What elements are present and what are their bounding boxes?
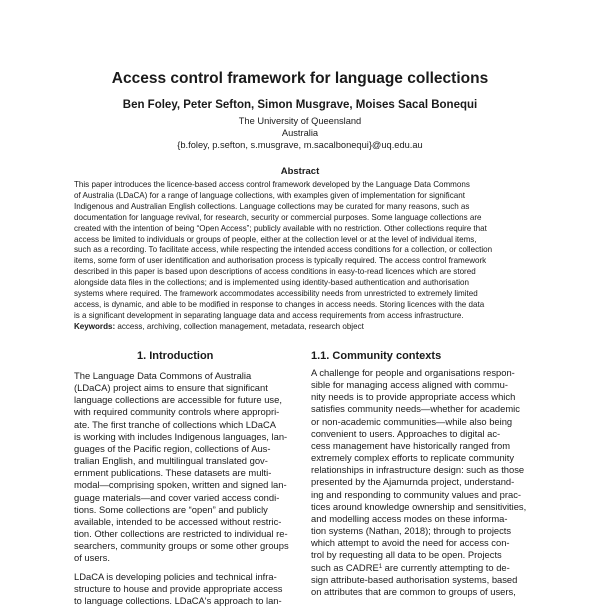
body-line-with-footnote [311,562,533,574]
body-line: with required community controls where appropri- [74,406,280,418]
body-line: or non-academic communities—while also being [311,415,513,427]
abstract-text [74,180,526,333]
body-line: trol by requesting all data to be open. Projects [311,549,502,561]
abstract-line: items, some form of user identification and authorisation process is typically required. The access control framework [74,256,487,266]
introduction-column [74,370,296,607]
body-line: which attempt to avoid the need for access con- [311,537,510,549]
body-line: modal—comprising spoken, written and signed lan- [74,479,287,491]
abstract-line: systems where required. The framework accommodates accessibility needs from unrestricted to extremely limited [74,289,478,299]
body-line: ernment publications. These datasets are multi- [74,467,272,479]
body-line: guage materials—and cover varied access condi- [74,491,280,503]
body-line: tralian English, and multilingual translated gov- [74,455,268,467]
body-line: (LDaCA) project aims to ensure that significant [74,382,268,394]
affiliation-country: Australia [281,128,319,138]
body-line: available, intended to be accessed without restric- [74,515,282,527]
abstract-line: access be limited to individuals or groups of people, either at the collection level or at the level of individual items, [74,234,477,244]
body-line: guages of the Pacific region, collections of Aus- [74,442,271,454]
body-line: sible for managing access aligned with commu- [311,379,508,391]
community-contexts-column [311,367,533,598]
body-line: tions. Some collections are “open” and publicly [74,503,268,515]
body-line: structure to house and provide appropriate access [74,582,283,594]
abstract-line: of Australia (LDaCA) for a range of language collections, with examples given of implementation for significant [74,190,465,200]
body-line: of users. [74,552,110,564]
keywords-label: Keywords: [74,321,116,331]
abstract-heading: Abstract [280,166,320,177]
body-line: relationships in infrastructure design: such as those [311,464,525,476]
abstract-line: documentation for language revival, for research, security or commercial purposes. Some language collections are [74,212,482,222]
body-line: tion. Other collections are restricted to individual re- [74,528,288,540]
author-emails: {b.foley, p.sefton, s.musgrave, m.sacalbonequi}@uq.edu.au [177,140,423,150]
abstract-line: alongside data files in the collections; and is implemented using identity-based authentication and authorisation [74,278,469,288]
body-line: sign attribute-based authorisation systems, based [311,573,518,585]
body-line: LDaCA is developing policies and technical infra- [74,570,277,582]
abstract-line: described in this paper is based upon descriptions of access conditions in easy-to-read licences which are stored [74,267,476,277]
abstract-line: This paper introduces the licence-based access control framework developed by the Language Data Commons [74,180,470,189]
body-line: language collections are accessible for future use, [74,394,282,406]
body-line: convenient to users. Approaches to digital ac- [311,427,501,439]
body-line: ate. The first tranche of collections which LDaCA [74,418,277,430]
body-line-end: are currently attempting to de- [382,561,510,573]
body-line: The Language Data Commons of Australia [74,370,252,381]
abstract-line: Indigenous and Australian English collections. Language collections may be curated for many reasons, such as [74,201,470,211]
body-line: searchers, community groups or some other groups [74,540,289,552]
body-line: to language collections. LDaCA's approach to lan- [74,594,282,606]
section-heading-introduction: 1. Introduction [137,350,214,362]
body-line: cess management have historically ranged from [311,439,511,451]
body-line-start: such as CADRE [311,561,379,573]
footnote-marker[interactable]: 1 [378,563,383,570]
keywords-text: access, archiving, collection management, metadata, research object [115,321,364,331]
body-line: ing and responding to community values and prac- [311,488,522,500]
body-line: is working with includes Indigenous languages, lan- [74,430,288,442]
body-line: presented by the Ajamurnda project, understand- [311,476,515,488]
section-heading-community-contexts: 1.1. Community contexts [311,350,442,362]
body-line: tices around knowledge ownership and sensitivities, [311,500,527,512]
abstract-line: access, is dynamic, and able to be modified in response to changes in access needs. Storing licences with the data [74,299,485,309]
abstract-line: such as a recording. To facilitate access, while respecting the intended access conditions for a collection, or collection [74,245,493,255]
body-line: nity needs is to provide appropriate access which [311,391,516,403]
abstract-line: is a significant development in separating language data and access requirements from access infrastructure. [74,310,464,320]
body-line: satisfies community needs—whether for academic [311,403,520,415]
body-line: on attributes that are common to groups of users, [311,585,516,597]
abstract-line: created with the intention of being “Open Access”; publicly available with no restriction. Other collections require that [74,223,487,233]
paper-title: Access control framework for language collections [111,70,489,87]
body-line: A challenge for people and organisations respon- [311,367,515,378]
body-line: tion systems (Nathan, 2018); through to projects [311,525,512,537]
keywords-line [74,322,526,333]
body-line: extremely complex efforts to replicate community [311,452,515,464]
affiliation-institution: The University of Queensland [238,116,362,126]
body-line: and modelling access modes on these informa- [311,512,508,524]
author-list: Ben Foley, Peter Sefton, Simon Musgrave, Moises Sacal Bonequi [122,99,478,111]
